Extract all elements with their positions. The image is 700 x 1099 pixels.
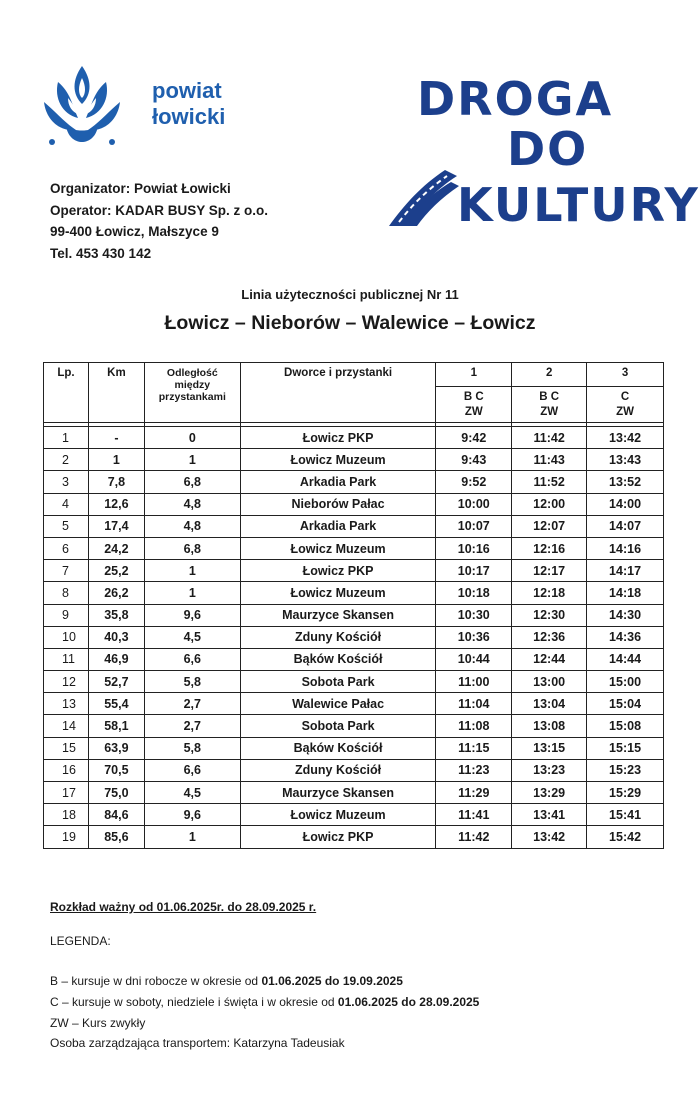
logo-right-line3: KULTURY [457,178,700,232]
distance-cell: 1 [144,826,240,848]
km-cell: - [88,427,144,449]
logo-right-line2: DO [507,122,589,176]
table-row [44,515,664,537]
table-row [44,648,664,670]
table-row [44,782,664,804]
header-course-3: 3 [587,363,664,387]
distance-cell: 4,5 [144,782,240,804]
legend-title: LEGENDA: [50,934,111,948]
table-row [44,537,664,559]
header-course-1: 1 [436,363,512,387]
time-course-2-cell: 11:42 [512,427,587,449]
time-course-3-cell: 13:52 [587,471,664,493]
lp-cell: 12 [44,671,89,693]
distance-cell: 1 [144,560,240,582]
road-icon [385,164,465,228]
stop-cell: Zduny Kościół [240,759,436,781]
lp-cell: 16 [44,759,89,781]
droga-do-kultury-logo [385,72,700,232]
lp-cell: 2 [44,449,89,471]
km-cell: 1 [88,449,144,471]
table-row [44,671,664,693]
time-course-1-cell: 10:00 [436,493,512,515]
lp-cell: 18 [44,804,89,826]
time-course-3-cell: 14:17 [587,560,664,582]
time-course-2-cell: 13:15 [512,737,587,759]
table-row [44,471,664,493]
line-title: Linia użyteczności publicznej Nr 11 [241,287,459,302]
time-course-2-cell: 12:00 [512,493,587,515]
time-course-1-cell: 9:42 [436,427,512,449]
km-cell: 12,6 [88,493,144,515]
distance-cell: 9,6 [144,604,240,626]
time-course-1-cell: 10:30 [436,604,512,626]
time-course-3-cell: 15:04 [587,693,664,715]
header-sub-2 [512,387,587,423]
time-course-3-cell: 15:08 [587,715,664,737]
time-course-1-cell: 9:43 [436,449,512,471]
time-course-1-cell: 10:17 [436,560,512,582]
distance-cell: 6,6 [144,759,240,781]
time-course-2-cell: 12:44 [512,648,587,670]
km-cell: 35,8 [88,604,144,626]
stop-cell: Łowicz Muzeum [240,537,436,559]
header-course-2: 2 [512,363,587,387]
legend-c-dates: 01.06.2025 do 28.09.2025 [337,994,480,1009]
time-course-2-cell: 11:43 [512,449,587,471]
table-row [44,449,664,471]
distance-cell: 2,7 [144,693,240,715]
stop-cell: Łowicz PKP [240,826,436,848]
distance-cell: 1 [144,582,240,604]
time-course-2-cell: 13:23 [512,759,587,781]
lp-cell: 10 [44,626,89,648]
time-course-3-cell: 15:00 [587,671,664,693]
time-course-1-cell: 10:18 [436,582,512,604]
time-course-1-cell: 11:00 [436,671,512,693]
time-course-1-cell: 11:15 [436,737,512,759]
distance-cell: 4,5 [144,626,240,648]
km-cell: 75,0 [88,782,144,804]
stop-cell: Bąków Kościół [240,737,436,759]
validity-note: Rozkład ważny od 01.06.2025r. do 28.09.2025 r. [50,900,317,914]
km-cell: 84,6 [88,804,144,826]
distance-cell: 2,7 [144,715,240,737]
time-course-2-cell: 13:42 [512,826,587,848]
stop-cell: Łowicz PKP [240,560,436,582]
header-distance-line3: przystankami [158,391,226,403]
header-sub-2-type: ZW [540,405,559,418]
stop-cell: Zduny Kościół [240,626,436,648]
distance-cell: 4,8 [144,515,240,537]
stop-cell: Sobota Park [240,671,436,693]
km-cell: 7,8 [88,471,144,493]
timetable-body [44,423,664,849]
powiat-lowicki-logo [42,64,252,154]
header-sub-1 [436,387,512,423]
time-course-2-cell: 12:36 [512,626,587,648]
stop-cell: Nieborów Pałac [240,493,436,515]
time-course-3-cell: 15:42 [587,826,664,848]
distance-cell: 6,8 [144,471,240,493]
time-course-2-cell: 12:07 [512,515,587,537]
table-row [44,582,664,604]
time-course-3-cell: 14:18 [587,582,664,604]
time-course-3-cell: 15:23 [587,759,664,781]
time-course-1-cell: 11:42 [436,826,512,848]
table-row [44,737,664,759]
logo-left-line1: powiat [152,78,222,103]
legend-b-text: B – kursuje w dni robocze w okresie od [50,974,262,988]
organizer-line: Organizator: Powiat Łowicki [50,181,231,196]
time-course-1-cell: 10:16 [436,537,512,559]
distance-cell: 6,6 [144,648,240,670]
header-distance-line1: Odległość [166,367,218,379]
table-row [44,604,664,626]
table-row [44,759,664,781]
lp-cell: 17 [44,782,89,804]
table-row [44,560,664,582]
km-cell: 55,4 [88,693,144,715]
header-distance [144,363,240,423]
km-cell: 58,1 [88,715,144,737]
distance-cell: 6,8 [144,537,240,559]
time-course-3-cell: 15:41 [587,804,664,826]
time-course-2-cell: 13:08 [512,715,587,737]
stop-cell: Maurzyce Skansen [240,604,436,626]
time-course-3-cell: 15:29 [587,782,664,804]
header-km: Km [88,363,144,423]
km-cell: 25,2 [88,560,144,582]
header-sub-3-days: C [620,390,630,403]
stop-cell: Sobota Park [240,715,436,737]
time-course-3-cell: 13:42 [587,427,664,449]
lp-cell: 8 [44,582,89,604]
lp-cell: 6 [44,537,89,559]
stop-cell: Łowicz Muzeum [240,449,436,471]
km-cell: 85,6 [88,826,144,848]
time-course-1-cell: 10:36 [436,626,512,648]
time-course-2-cell: 13:04 [512,693,587,715]
km-cell: 17,4 [88,515,144,537]
phone-line: Tel. 453 430 142 [50,245,152,261]
header-sub-3-type: ZW [616,405,634,418]
distance-cell: 5,8 [144,737,240,759]
legend-b [50,971,479,992]
time-course-3-cell: 14:30 [587,604,664,626]
lp-cell: 14 [44,715,89,737]
time-course-2-cell: 12:16 [512,537,587,559]
distance-cell: 4,8 [144,493,240,515]
legend-c [50,992,479,1013]
distance-cell: 0 [144,427,240,449]
stop-cell: Arkadia Park [240,471,436,493]
time-course-1-cell: 10:07 [436,515,512,537]
lp-cell: 13 [44,693,89,715]
distance-cell: 9,6 [144,804,240,826]
km-cell: 40,3 [88,626,144,648]
time-course-2-cell: 13:29 [512,782,587,804]
km-cell: 70,5 [88,759,144,781]
route-title: Łowicz – Nieborów – Walewice – Łowicz [164,312,536,334]
transport-manager: Osoba zarządzająca transportem: Katarzyna Tadeusiak [50,1036,345,1051]
km-cell: 24,2 [88,537,144,559]
time-course-3-cell: 14:36 [587,626,664,648]
logo-right-line1: DROGA [417,72,614,126]
stop-cell: Bąków Kościół [240,648,436,670]
time-course-1-cell: 11:29 [436,782,512,804]
stop-cell: Maurzyce Skansen [240,782,436,804]
km-cell: 52,7 [88,671,144,693]
table-row [44,493,664,515]
km-cell: 63,9 [88,737,144,759]
time-course-1-cell: 11:41 [436,804,512,826]
header-stops: Dworce i przystanki [240,363,436,423]
lp-cell: 1 [44,427,89,449]
stop-cell: Walewice Pałac [240,693,436,715]
time-course-3-cell: 14:07 [587,515,664,537]
timetable [43,362,664,849]
operator-line: Operator: KADAR BUSY Sp. z o.o. [50,202,269,218]
legend-b-dates: 01.06.2025 do 19.09.2025 [261,974,403,988]
time-course-3-cell: 14:00 [587,493,664,515]
lp-cell: 7 [44,560,89,582]
time-course-1-cell: 11:04 [436,693,512,715]
header-lp: Lp. [44,363,89,423]
header-sub-2-days: B C [539,390,560,403]
lp-cell: 3 [44,471,89,493]
lp-cell: 4 [44,493,89,515]
time-course-2-cell: 13:41 [512,804,587,826]
table-row [44,693,664,715]
time-course-1-cell: 10:44 [436,648,512,670]
lp-cell: 19 [44,826,89,848]
organizer-block [50,178,268,264]
lp-cell: 11 [44,648,89,670]
time-course-2-cell: 12:30 [512,604,587,626]
km-cell: 26,2 [88,582,144,604]
lp-cell: 5 [44,515,89,537]
stop-cell: Łowicz Muzeum [240,804,436,826]
table-row [44,626,664,648]
time-course-3-cell: 14:44 [587,648,664,670]
km-cell: 46,9 [88,648,144,670]
table-row [44,804,664,826]
header-sub-1-days: B C [463,390,484,403]
address-line: 99-400 Łowicz, Małszyce 9 [50,224,219,239]
table-row [44,427,664,449]
legend-c-text: C – kursuje w soboty, niedziele i święta i w okresie od [50,994,338,1009]
stop-cell: Łowicz PKP [240,427,436,449]
time-course-2-cell: 12:18 [512,582,587,604]
lp-cell: 15 [44,737,89,759]
time-course-2-cell: 12:17 [512,560,587,582]
flame-crest-icon [42,64,122,150]
time-course-3-cell: 14:16 [587,537,664,559]
stop-cell: Arkadia Park [240,515,436,537]
stop-cell: Łowicz Muzeum [240,582,436,604]
legend-zw: ZW – Kurs zwykły [50,1015,146,1030]
table-row [44,715,664,737]
time-course-3-cell: 15:15 [587,737,664,759]
header-sub-3 [587,387,664,423]
lp-cell: 9 [44,604,89,626]
logo-left-line2: łowicki [152,104,226,129]
header-distance-line2: między [174,379,211,391]
table-row [44,826,664,848]
time-course-1-cell: 9:52 [436,471,512,493]
time-course-3-cell: 13:43 [587,449,664,471]
header-sub-1-type: ZW [464,405,483,418]
legend [50,971,479,1054]
time-course-1-cell: 11:23 [436,759,512,781]
time-course-2-cell: 11:52 [512,471,587,493]
time-course-1-cell: 11:08 [436,715,512,737]
distance-cell: 1 [144,449,240,471]
time-course-2-cell: 13:00 [512,671,587,693]
distance-cell: 5,8 [144,671,240,693]
